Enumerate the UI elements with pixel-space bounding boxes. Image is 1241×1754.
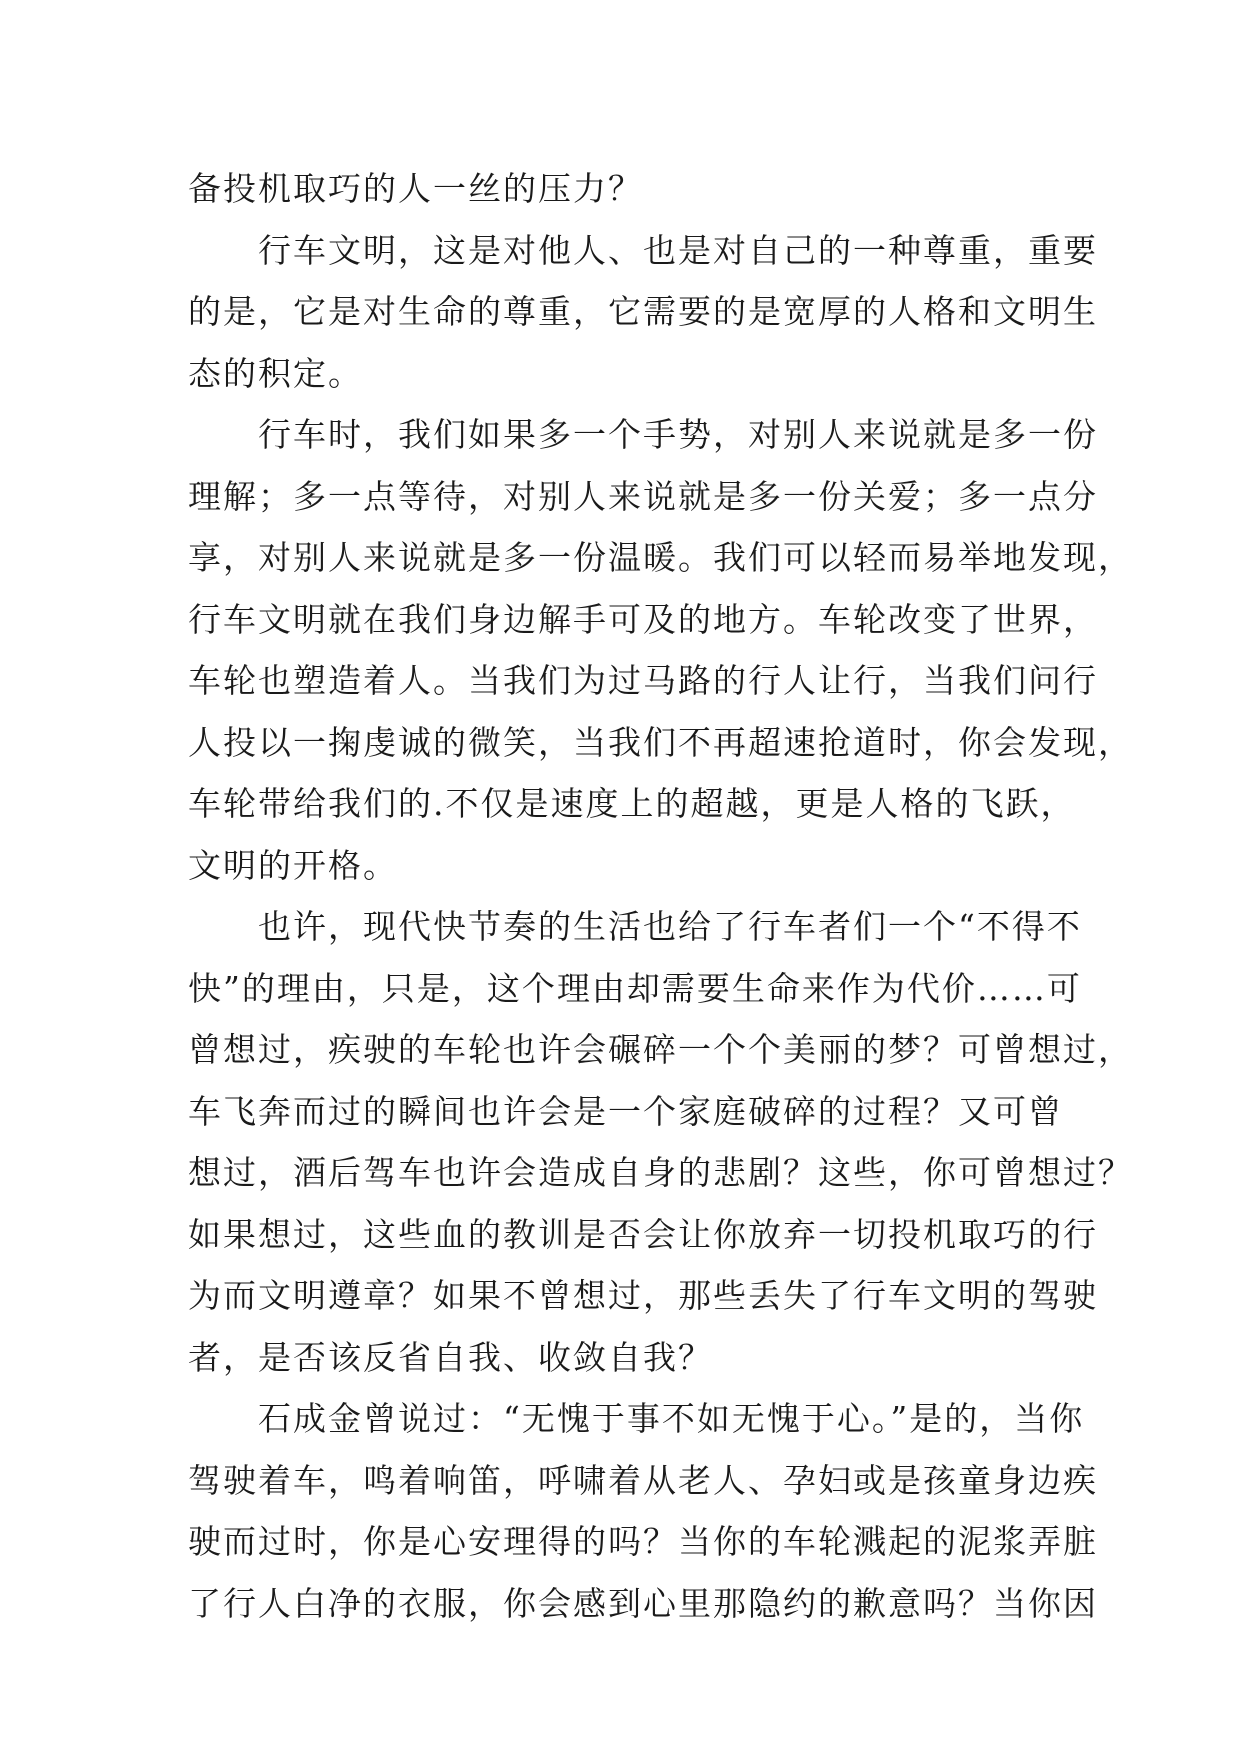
text-line: 驾驶着车，鸣着响笛，呼啸着从老人、孕妇或是孩童身边疾: [188, 1460, 1098, 1500]
text-line: 想过，酒后驾车也许会造成自身的悲剧？这些，你可曾想过？: [188, 1153, 1133, 1192]
text-line: 行车文明就在我们身边解手可及的地方。车轮改变了世界，: [188, 599, 1098, 639]
text-line: 者，是否该反省自我、收敛自我？: [188, 1337, 713, 1377]
text-line: 如果想过，这些血的教训是否会让你放弃一切投机取巧的行: [188, 1214, 1098, 1254]
text-line: 也许，现代快节奏的生活也给了行车者们一个“不得不: [258, 907, 1082, 946]
body-text: [188, 158, 1133, 1634]
text-line: 态的积定。: [188, 353, 363, 393]
text-line: 车飞奔而过的瞬间也许会是一个家庭破碎的过程？又可曾: [188, 1091, 1063, 1131]
text-line: 文明的开格。: [188, 845, 398, 885]
text-line: 人投以一掬虔诚的微笑，当我们不再超速抢道时，你会发现，: [188, 722, 1133, 762]
text-line: 驶而过时，你是心安理得的吗？当你的车轮溅起的泥浆弄脏: [188, 1522, 1098, 1561]
text-line: 了行人白净的衣服，你会感到心里那隐约的歉意吗？当你因: [188, 1583, 1098, 1623]
text-line: 车轮也塑造着人。当我们为过马路的行人让行，当我们问行: [188, 661, 1098, 700]
text-line: 快”的理由，只是，这个理由却需要生命来作为代价……可: [188, 968, 1082, 1008]
text-line: 备投机取巧的人一丝的压力？: [188, 169, 643, 208]
text-line: 的是，它是对生命的尊重，它需要的是宽厚的人格和文明生: [188, 292, 1098, 331]
text-line: 为而文明遵章？如果不曾想过，那些丢失了行车文明的驾驶: [188, 1276, 1098, 1315]
text-line: 享，对别人来说就是多一份温暖。我们可以轻而易举地发现，: [188, 538, 1133, 577]
text-line: 石成金曾说过：“无愧于事不如无愧于心。”是的，当你: [258, 1399, 1085, 1438]
text-line: 行车文明，这是对他人、也是对自己的一种尊重，重要: [258, 230, 1098, 270]
text-line: 曾想过，疾驶的车轮也许会碾碎一个个美丽的梦？可曾想过，: [188, 1030, 1133, 1069]
text-line: 车轮带给我们的.不仅是速度上的超越，更是人格的飞跃，: [188, 784, 1076, 823]
text-line: 理解；多一点等待，对别人来说就是多一份关爱；多一点分: [188, 476, 1098, 516]
text-line: 行车时，我们如果多一个手势，对别人来说就是多一份: [258, 415, 1098, 454]
